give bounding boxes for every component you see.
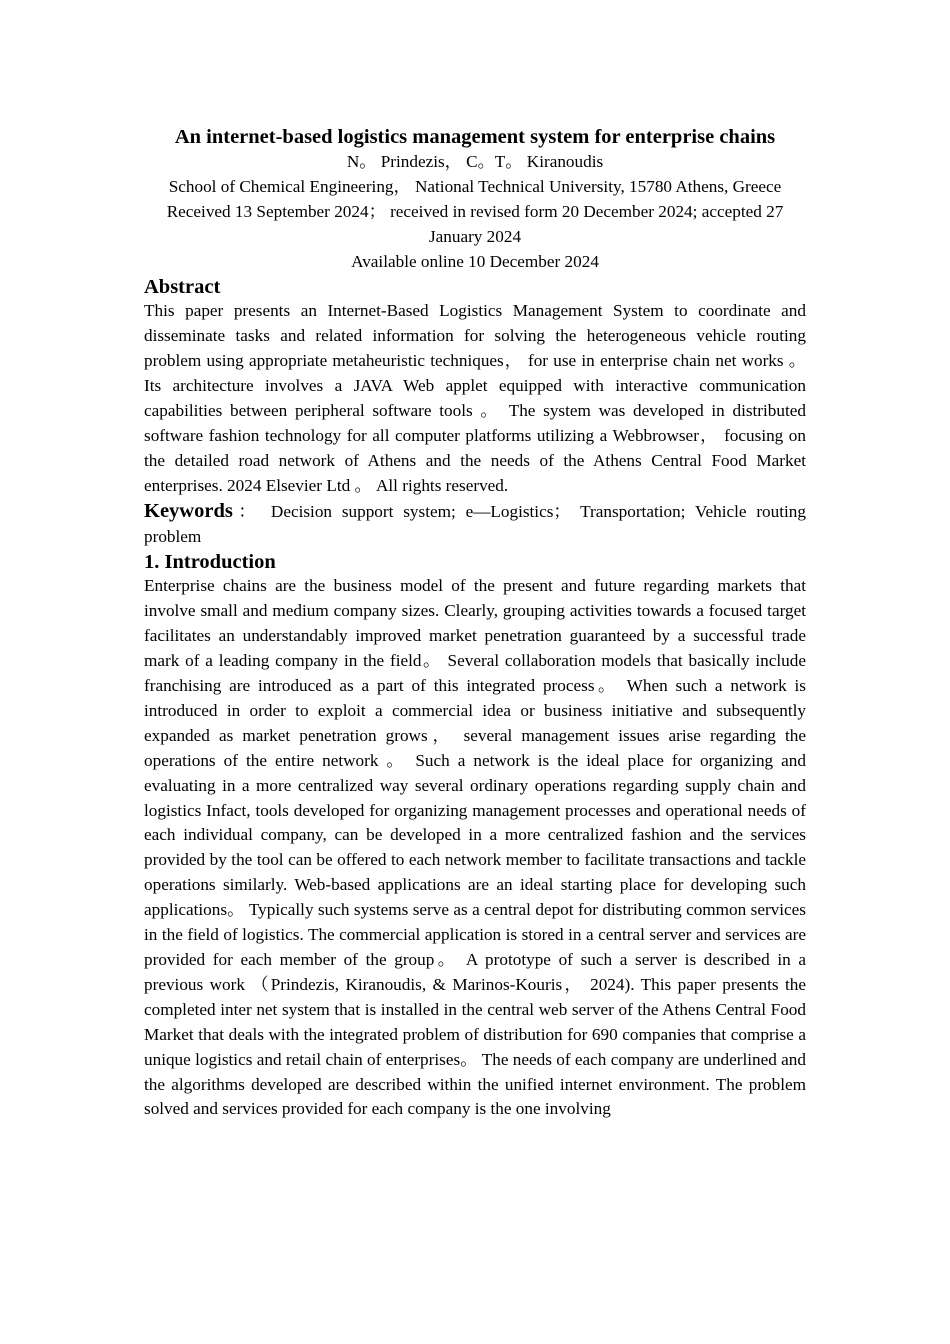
keywords-text: Decision support system; e—Logistics； Transportation; Vehicle routing problem: [144, 501, 806, 546]
section-1-heading: 1. Introduction: [144, 550, 276, 573]
paper-page: [144, 124, 806, 1122]
authors: N。 Prindezis， C。T。 Kiranoudis: [346, 152, 604, 171]
keywords-label: Keywords: [144, 499, 233, 522]
abstract-text: This paper presents an Internet-Based Logistics Management System to coordinate and disseminate tasks and related information for solving the heterogeneous vehicle routing problem using appropriate metaheuristic techniques， for use in enterprise chain net works 。 Its architecture involves a JAVA Web applet equipped with interactive communication capabilities between peripheral software tools 。 The system was developed in distributed software fashion technology for all computer platforms utilizing a Webbrowser， focusing on the detailed road network of Athens and the needs of the Athens Central Food Market enterprises. 2024 Elsevier Ltd 。 All rights reserved.: [144, 301, 806, 495]
section-1-text: Enterprise chains are the business model of the present and future regarding markets that involve small and medium company sizes. Clearly, grouping activities towards a focused target facilitates an understandably improved market penetration guaranteed by a successful trade mark of a leading company in the field。 Several collaboration models that basically include franchising are introduced as a part of this integrated process。 When such a network is introduced in order to exploit a commercial idea or business initiative and subsequently expanded as market penetration grows， several management issues arise regarding the operations of the entire network 。 Such a network is the ideal place for organizing and evaluating in a more centralized way several ordinary operations regarding supply chain and logistics Infact, tools developed for organizing management processes and operational needs of each individual company, can be developed in a more centralized fashion and the services provided by the tool can be offered to each network member to facilitate transactions and tackle operations similarly. Web-based applications are an ideal starting place for developing such applications。 Typically such systems serve as a central depot for distributing common services in the field of logistics. The commercial application is stored in a central server and services are provided for each member of the group。 A prototype of such a server is described in a previous work （Prindezis, Kiranoudis, & Marinos-Kouris， 2024). This paper presents the completed inter net system that is installed in the central web server of the Athens Central Food Market that deals with the integrated problem of distribution for 690 companies that comprise a unique logistics and retail chain of enterprises。 The needs of each company are underlined and the algorithms developed are described within the unified internet environment. The problem solved and services provided for each company is the one involving: [144, 576, 806, 1119]
keywords-separator: ：: [232, 501, 262, 521]
keywords: [144, 499, 806, 550]
received-dates: Received 13 September 2024； received in revised form 20 December 2024; accepted 27 January 2024: [166, 201, 784, 246]
abstract-heading: Abstract: [144, 275, 221, 298]
paper-title: An internet-based logistics management system for enterprise chains: [174, 126, 776, 148]
available-online-date: Available online 10 December 2024: [351, 251, 599, 271]
affiliation: School of Chemical Engineering， National Technical University, 15780 Athens, Greece: [168, 176, 782, 196]
